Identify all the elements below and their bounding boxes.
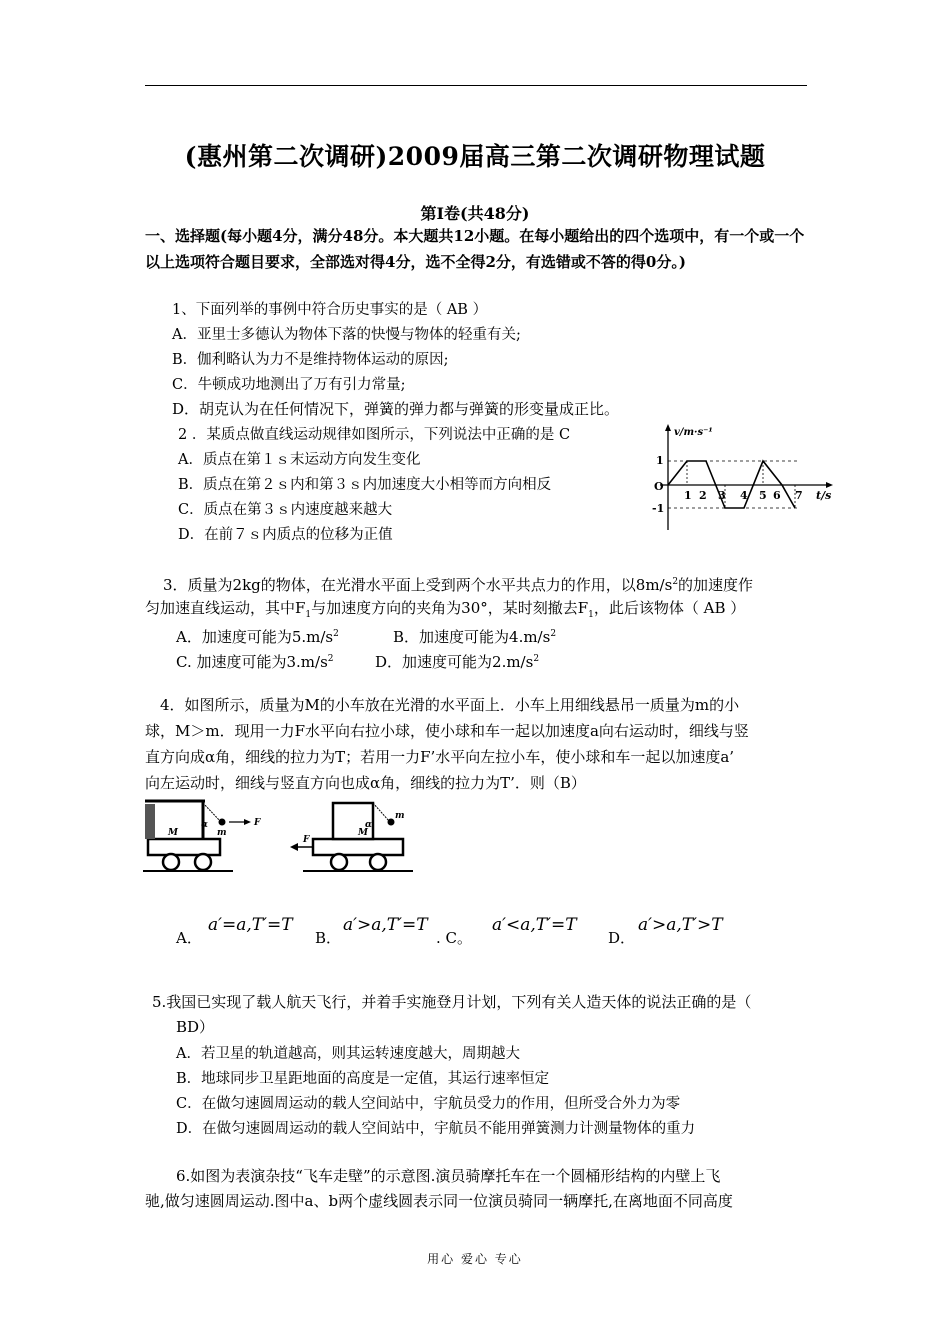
x-axis-arrow-icon	[826, 482, 833, 488]
q4-option-c-expr: a′<a,T′=T	[492, 915, 577, 935]
q6-line-2: 驰,做匀速圆周运动.图中a、b两个虚线圆表示同一位演员骑同一辆摩托,在离地面不同高度	[145, 1192, 733, 1210]
q2-option-b: B．质点在第２ｓ内和第３ｓ内加速度大小相等而方向相反	[178, 477, 552, 493]
q4-line-1: 4．如图所示，质量为M的小车放在光滑的水平面上．小车上用细线悬吊一质量为m的小	[160, 696, 740, 714]
q1-option-a: A．亚里士多德认为物体下落的快慢与物体的轻重有关;	[172, 327, 521, 343]
q3-option-b: B．加速度可能为$4.m/s^2$	[393, 628, 557, 646]
v-axis-label: v/m·s⁻¹	[674, 427, 713, 438]
q3-option-d: D．加速度可能为$2.m/s^2$	[375, 653, 540, 671]
y-pos-label: 1	[656, 454, 664, 467]
q5-option-c: C．在做匀速圆周运动的载人空间站中，宇航员受力的作用，但所受合外力为零	[176, 1096, 681, 1112]
x-tick-5: 5	[759, 489, 767, 502]
svg-text:M: M	[358, 828, 368, 838]
q5-line-2: BD）	[176, 1018, 215, 1036]
svg-text:F: F	[254, 818, 261, 828]
section-title: 第Ⅰ卷(共48分)	[420, 204, 530, 223]
x-tick-6: 6	[773, 489, 781, 502]
svg-text:α: α	[365, 820, 372, 830]
q2-option-c: C．质点在第３ｓ内速度越来越大	[178, 502, 393, 518]
origin-label: O	[654, 480, 664, 493]
ball-left	[219, 819, 226, 826]
page-footer: 用心 爱心 专心	[427, 1252, 523, 1266]
x-tick-2: 2	[699, 489, 707, 502]
q1-option-b: B．伽利略认为力不是维持物体运动的原因;	[172, 352, 449, 368]
q3-option-a: A．加速度可能为$5.m/s^2$	[176, 628, 339, 646]
q1-stem: 1、下面列举的事例中符合历史事实的是（ AB ）	[172, 302, 488, 318]
q5-option-d: D．在做匀速圆周运动的载人空间站中，宇航员不能用弹簧测力计测量物体的重力	[176, 1121, 696, 1137]
y-neg-label: -1	[652, 502, 665, 515]
q4-option-d-letter: D．	[608, 929, 636, 947]
q2-option-d: D．在前７ｓ内质点的位移为正值	[178, 527, 393, 543]
x-tick-4: 4	[740, 489, 748, 502]
force-arrow-left-icon	[290, 843, 298, 851]
y-axis-arrow-icon	[665, 424, 671, 431]
q4-option-a-expr: a′=a,T′=T	[208, 915, 293, 935]
svg-text:α: α	[201, 820, 208, 830]
x-tick-7: 7	[795, 489, 803, 502]
q2-stem: 2 ．某质点做直线运动规律如图所示，下列说法中正确的是 C	[178, 427, 571, 443]
q4-line-4: 向左运动时，细线与竖直方向也成α角，细线的拉力为T’．则（B）	[145, 774, 586, 792]
ball-right	[388, 819, 395, 826]
x-tick-3: 3	[718, 489, 726, 502]
q4-figure	[143, 795, 433, 875]
q4-option-c-letter: . C。	[436, 929, 473, 947]
q5-option-a: A．若卫星的轨道越高，则其运转速度越大，周期越大	[176, 1046, 520, 1062]
cart-left	[143, 801, 261, 871]
q5-line-1: 5.我国已实现了载人航天飞行，并着手实施登月计划，下列有关人造天体的说法正确的是（	[152, 993, 752, 1011]
q4-option-b-expr: a′>a,T′=T	[343, 915, 428, 935]
x-tick-1: 1	[684, 489, 692, 502]
q1-option-c: C．牛顿成功地测出了万有引力常量;	[172, 377, 406, 393]
instructions: 一、选择题(每小题4分，满分48分。本大题共12小题。在每小题给出的四个选项中，有一个或一个以上选项符合题目要求，全部选对得4分，选不全得2分，有选错或不答的得0分。)	[145, 227, 805, 271]
q3-line-2: 匀加速直线运动，其中$F_1$与加速度方向的夹角为30°，某时刻撤去$F_1$，此后该物体（ AB ）	[145, 599, 746, 620]
q2-option-a: A．质点在第１ｓ末运动方向发生变化	[178, 452, 421, 468]
page-title: (惠州第二次调研)2009届高三第二次调研物理试题	[184, 142, 766, 171]
q4-option-d-expr: a′>a,T′>T	[638, 915, 723, 935]
q5-option-b: B．地球同步卫星距地面的高度是一定值，其运行速率恒定	[176, 1071, 550, 1087]
q4-line-3: 直方向成α角，细线的拉力为T；若用一力F’水平向左拉小车，使小球和车一起以加速度a’	[145, 748, 735, 766]
q6-line-1: 6.如图为表演杂技“飞车走壁”的示意图.演员骑摩托车在一个圆桶形结构的内壁上飞	[176, 1167, 721, 1185]
svg-text:F: F	[303, 835, 310, 845]
q4-option-a-letter: A．	[176, 929, 202, 947]
q3-line-1: 3．质量为2kg的物体，在光滑水平面上受到两个水平共点力的作用，以$8m/s^2$的加速度作	[163, 576, 754, 594]
svg-text:M: M	[168, 828, 178, 838]
q4-option-b-letter: B．	[315, 929, 342, 947]
q1-option-d: D．胡克认为在任何情况下，弹簧的弹力都与弹簧的形变量成正比。	[172, 400, 620, 418]
svg-text:m: m	[217, 828, 227, 838]
header-rule	[145, 85, 807, 86]
t-axis-label: t/s	[816, 489, 832, 502]
q3-option-c: C. 加速度可能为$3.m/s^2$	[176, 653, 334, 671]
force-arrow-right-icon	[244, 819, 251, 825]
q4-line-2: 球，M＞m．现用一力F水平向右拉小球，使小球和车一起以加速度a向右运动时，细线与竖	[145, 722, 749, 740]
q2-vt-graph	[650, 420, 840, 535]
cart-right	[290, 803, 413, 871]
svg-text:m: m	[395, 811, 405, 821]
